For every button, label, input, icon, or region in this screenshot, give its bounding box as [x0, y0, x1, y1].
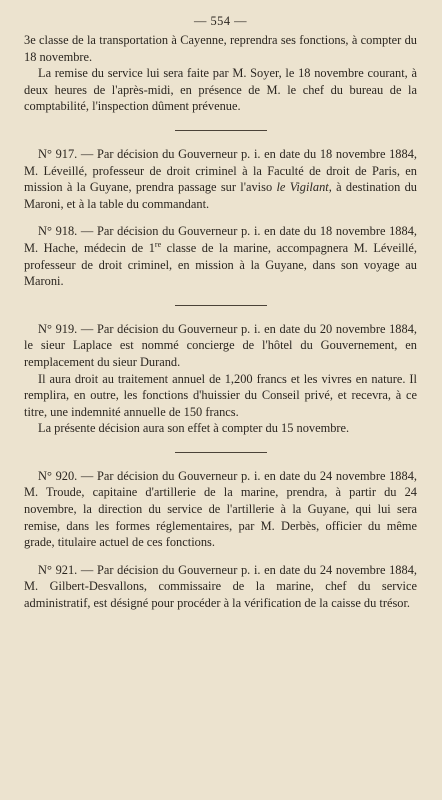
decision-919-effect: La présente décision aura son effet à compter du 15 novembre.: [38, 421, 350, 436]
section-divider: [175, 305, 267, 306]
page-number: — 554 —: [193, 14, 248, 28]
decision-917: [24, 146, 417, 212]
section-divider: [175, 452, 267, 453]
spacer: [24, 212, 417, 223]
ship-name: le Vigilant: [276, 180, 329, 195]
spacer: [24, 551, 417, 562]
decision-919-salary: Il aura droit au traitement annuel de 1,200 francs et les vivres en nature. Il remplira, en outre, les fonctions d'huissier du Conseil privé, et recevra, à ce titre, une indemnité annuelle de 150 francs.: [24, 371, 417, 419]
decision-918: [24, 223, 417, 289]
decision-918-text: N° 918. — Par décision du Gouverneur p. i. en date du 18 novembre 1884, M. Hache, médecin de 1: [24, 224, 417, 255]
decision-920: N° 920. — Par décision du Gouverneur p. i. en date du 24 novembre 1884, M. Troude, capitaine d'artillerie de la marine, prendra, à partir du 24 novembre, la direction du service de l'artillerie à la Guyane, qui lui sera remise, dans les formes réglementaires, par M. Derbès, officier du même grade, titulaire actuel de ces fonctions.: [24, 468, 417, 550]
continuation-paragraph: 3e classe de la transportation à Cayenne, reprendra ses fonctions, à compter du 18 novembre.: [24, 33, 417, 64]
ordinal-superscript: re: [154, 239, 162, 249]
decision-921: N° 921. — Par décision du Gouverneur p. i. en date du 24 novembre 1884, M. Gilbert-Desvallons, commissaire de la marine, chef du service administratif, est désigné pour procéder à la vérification de la caisse du trésor.: [24, 562, 417, 611]
service-handover-paragraph: La remise du service lui sera faite par M. Soyer, le 18 novembre courant, à deux heures de l'après-midi, en présence de M. le chef du bureau de la comptabilité, l'inspection dûment prévenue.: [24, 66, 417, 114]
decision-917-end: , à destination du Maroni, et à la table du commandant.: [24, 180, 418, 211]
decision-919: N° 919. — Par décision du Gouverneur p. i. en date du 20 novembre 1884, le sieur Laplace est nommé concierge de l'hôtel du Gouvernement, en remplacement du sieur Durand.: [24, 321, 417, 369]
document-page: [24, 14, 417, 612]
section-divider: [175, 130, 267, 131]
decision-918-end: classe de la marine, accompagnera M. Léveillé, professeur de droit criminel, en mission à la Guyane, dans son voyage au Maroni.: [24, 240, 418, 289]
decision-917-text: N° 917. — Par décision du Gouverneur p. i. en date du 18 novembre 1884, M. Léveillé, professeur de droit criminel à la Faculté de droit de Paris, en mission à la Guyane, prendra passage sur l'aviso: [24, 146, 417, 195]
